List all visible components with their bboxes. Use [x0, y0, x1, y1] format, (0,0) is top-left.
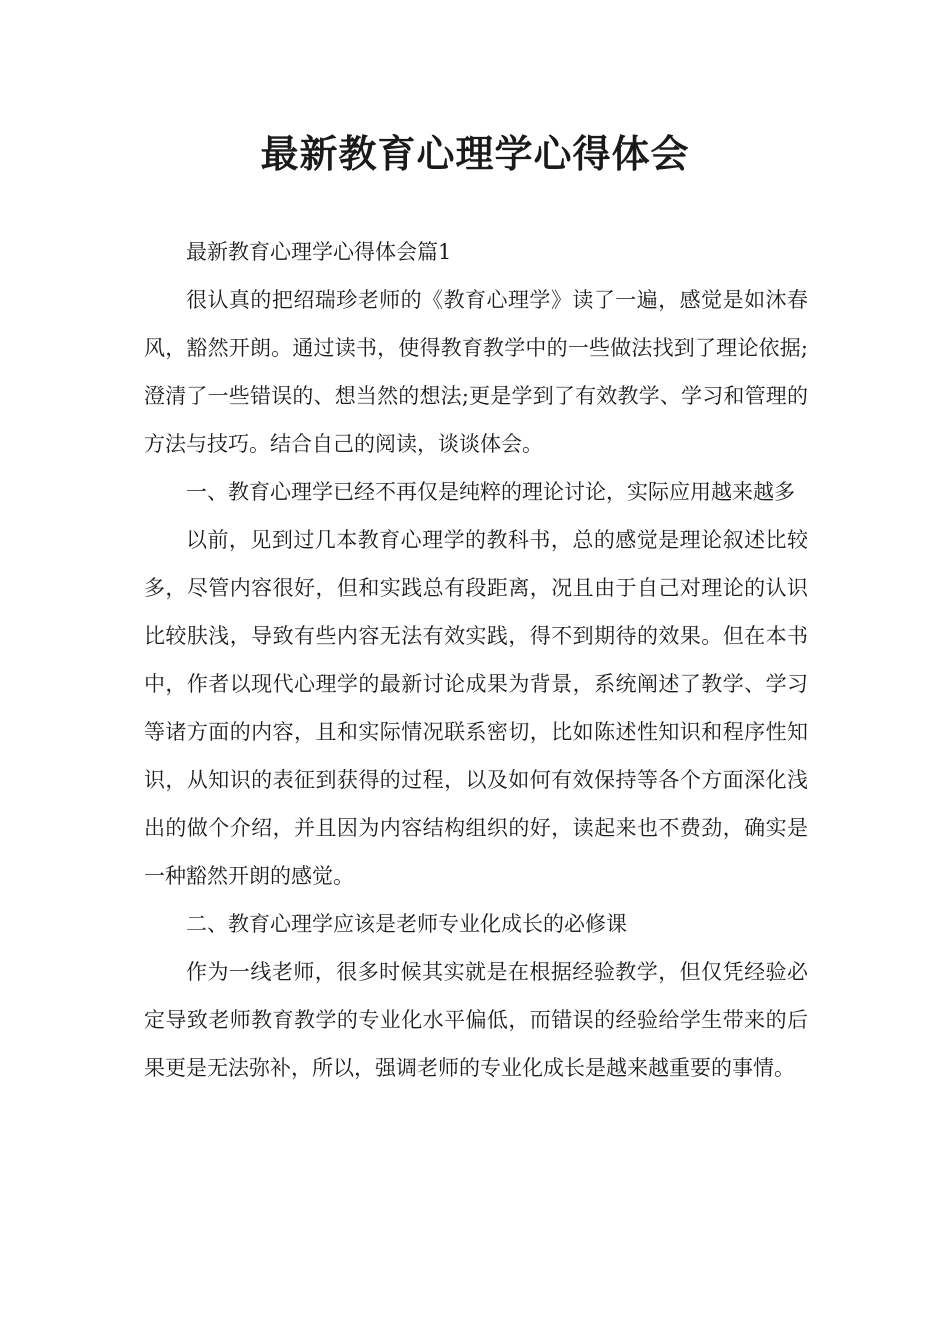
paragraph: 以前，见到过几本教育心理学的教科书，总的感觉是理论叙述比较多，尽管内容很好，但和实践总有段距离，况且由于自己对理论的认识比较肤浅，导致有些内容无法有效实践，得不到期待的效果。但在本书中，作者以现代心理学的最新讨论成果为背景，系统阐述了教学、学习等诸方面的内容，且和实际情况联系密切，比如陈述性知识和程序性知识，从知识的表征到获得的过程，以及如何有效保持等各个方面深化浅出的做个介绍，并且因为内容结构组织的好，读起来也不费劲，确实是一种豁然开朗的感觉。 [144, 528, 808, 888]
section-heading: 最新教育心理学心得体会篇1 [186, 240, 452, 264]
paragraph: 作为一线老师，很多时候其实就是在根据经验教学，但仅凭经验必定导致老师教育教学的专业化水平偏低，而错误的经验给学生带来的后果更是无法弥补，所以，强调老师的专业化成长是越来越重要的事情。 [144, 960, 808, 1080]
document-body [144, 228, 808, 1092]
document-title: 最新教育心理学心得体会 [260, 132, 690, 176]
paragraph: 很认真的把绍瑞珍老师的《教育心理学》读了一遍，感觉是如沐春风，豁然开朗。通过读书，使得教育教学中的一些做法找到了理论依据;澄清了一些错误的、想当然的想法;更是学到了有效教学、学习和管理的方法与技巧。结合自己的阅读，谈谈体会。 [144, 288, 808, 456]
subheading: 一、教育心理学已经不再仅是纯粹的理论讨论，实际应用越来越多 [186, 480, 795, 504]
subheading: 二、教育心理学应该是老师专业化成长的必修课 [186, 912, 627, 936]
